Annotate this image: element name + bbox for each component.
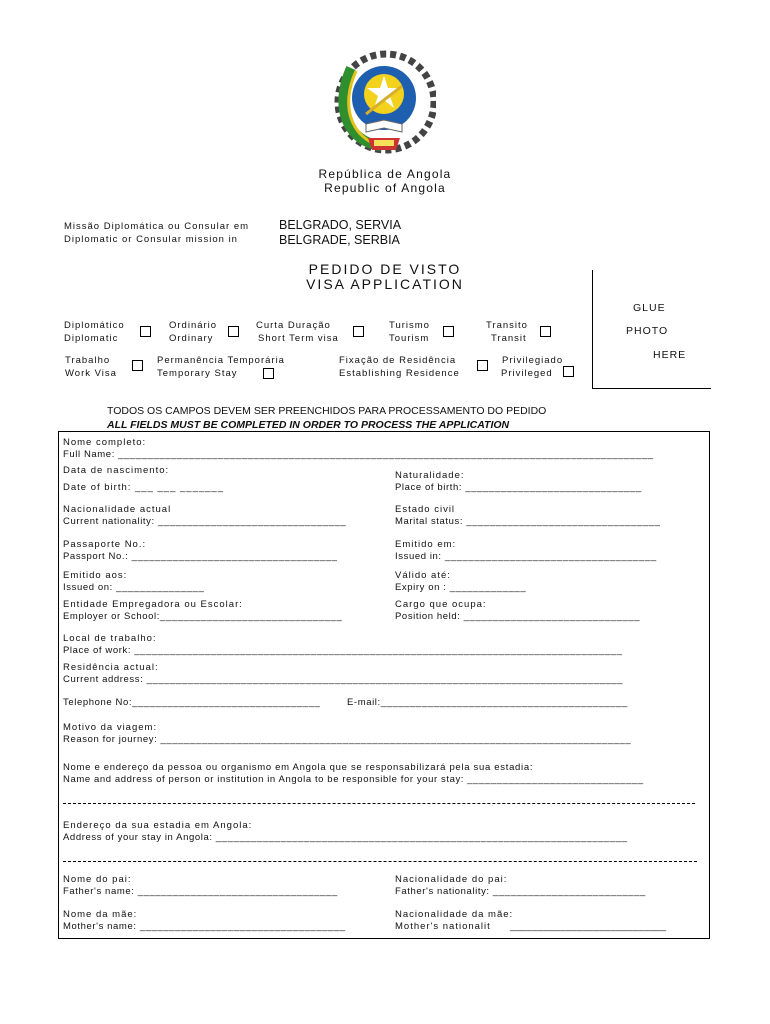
country-name-pt: República de Angola — [318, 167, 452, 181]
mother-nationality-field[interactable]: ____________________________ — [510, 921, 667, 932]
mission-label-pt: Missão Diplomática ou Consular em — [64, 221, 250, 232]
full-name-label-pt: Nome completo: — [63, 437, 147, 448]
photo-box-line2: PHOTO — [626, 325, 669, 337]
father-nationality-label-pt: Nacionalidade do pai: — [395, 874, 508, 885]
marital-label-pt: Estado civil — [395, 504, 456, 515]
visa-diplomatic-checkbox[interactable] — [140, 326, 151, 337]
position-label-pt: Cargo que ocupa: — [395, 599, 487, 610]
visa-work-label-en: Work Visa — [65, 368, 117, 379]
mission-city-1: BELGRADO, SERVIA — [279, 218, 402, 232]
father-nationality-field[interactable]: Father's nationality: __________________________ — [395, 886, 646, 897]
reason-label-pt: Motivo da viagem: — [63, 722, 158, 733]
dob-label-pt: Data de nascimento: — [63, 465, 170, 476]
visa-residence-label-en: Establishing Residence — [339, 368, 460, 379]
mother-nationality-label-pt: Nacionalidade da mãe: — [395, 909, 514, 920]
coat-of-arms-emblem — [326, 46, 436, 158]
residence-label-pt: Residência actual: — [63, 662, 159, 673]
visa-temporary-stay-label-pt: Permanência Temporária — [157, 355, 285, 366]
issued-in-field[interactable]: Issued in: ____________________________________ — [395, 551, 657, 562]
responsible-extra-line[interactable] — [63, 803, 695, 804]
visa-tourism-label-pt: Turismo — [389, 320, 430, 331]
marital-field[interactable]: Marital status: _________________________________ — [395, 516, 661, 527]
mission-label-en: Diplomatic or Consular mission in — [64, 234, 238, 245]
employer-field[interactable]: Employer or School:_______________________________ — [63, 611, 343, 622]
form-title-en: VISA APPLICATION — [306, 276, 464, 292]
visa-transit-label-en: Transit — [491, 333, 527, 344]
visa-ordinary-checkbox[interactable] — [228, 326, 239, 337]
photo-box-line3: HERE — [653, 349, 687, 361]
position-field[interactable]: Position held: ______________________________ — [395, 611, 641, 622]
notice-en: ALL FIELDS MUST BE COMPLETED IN ORDER TO PROCESS THE APPLICATION — [107, 419, 510, 431]
mother-label-pt: Nome da mãe: — [63, 909, 138, 920]
stay-address-label-pt: Endereço da sua estadia em Angola: — [63, 820, 253, 831]
passport-field[interactable]: Passport No.: ___________________________________ — [63, 551, 338, 562]
notice-pt: TODOS OS CAMPOS DEVEM SER PREENCHIDOS PARA PROCESSAMENTO DO PEDIDO — [107, 405, 547, 417]
visa-temporary-stay-label-en: Temporary Stay — [157, 368, 238, 379]
visa-transit-checkbox[interactable] — [540, 326, 551, 337]
visa-transit-label-pt: Transito — [486, 320, 528, 331]
nationality-field[interactable]: Current nationality: ________________________________ — [63, 516, 347, 527]
father-field[interactable]: Father's name: __________________________________ — [63, 886, 338, 897]
valid-until-field[interactable]: Expiry on : _____________ — [395, 582, 527, 593]
passport-label-pt: Passaporte No.: — [63, 539, 147, 550]
issued-on-field[interactable]: Issued on: _______________ — [63, 582, 205, 593]
nationality-label-pt: Nacionalidade actual — [63, 504, 172, 515]
responsible-label-pt: Nome e endereço da pessoa ou organismo em Angola que se responsabilizará pela sua estadia: — [63, 762, 534, 773]
country-name-en: Republic of Angola — [324, 181, 446, 195]
valid-until-label-pt: Válido até: — [395, 570, 451, 581]
issued-in-label-pt: Emitido em: — [395, 539, 457, 550]
workplace-label-pt: Local de trabalho: — [63, 633, 157, 644]
visa-diplomatic-label-en: Diplomatic — [64, 333, 119, 344]
visa-work-checkbox[interactable] — [132, 360, 143, 371]
stay-address-field[interactable]: Address of your stay in Angola: ______________________________________________________________________ — [63, 832, 628, 843]
visa-diplomatic-label-pt: Diplomático — [64, 320, 125, 331]
mother-field[interactable]: Mother's name: ___________________________________ — [63, 921, 346, 932]
stay-address-extra-line[interactable] — [63, 861, 697, 862]
residence-field[interactable]: Current address: _________________________________________________________________________________ — [63, 674, 624, 685]
email-field[interactable]: E-mail:__________________________________________ — [347, 697, 628, 708]
responsible-field[interactable]: Name and address of person or institution in Angola to be responsible for your stay: ______________________________ — [63, 774, 644, 785]
photo-box-line1: GLUE — [633, 302, 666, 314]
reason-field[interactable]: Reason for journey: ________________________________________________________________________________ — [63, 734, 632, 745]
visa-temporary-stay-checkbox[interactable] — [263, 368, 274, 379]
visa-privileged-label-en: Privileged — [501, 368, 553, 379]
visa-short-term-label-en: Short Term visa — [258, 333, 339, 344]
visa-privileged-checkbox[interactable] — [563, 366, 574, 377]
visa-privileged-label-pt: Privilegiado — [502, 355, 564, 366]
pob-field[interactable]: Place of birth: ______________________________ — [395, 482, 642, 493]
visa-ordinary-label-en: Ordinary — [169, 333, 214, 344]
issued-on-label-pt: Emitido aos: — [63, 570, 128, 581]
mission-city-2: BELGRADE, SERBIA — [279, 233, 400, 247]
mother-nationality-label-en: Mother's nationalit — [395, 921, 491, 932]
form-title-pt: PEDIDO DE VISTO — [308, 261, 462, 277]
visa-residence-checkbox[interactable] — [477, 360, 488, 371]
workplace-field[interactable]: Place of work: ___________________________________________________________________________________ — [63, 645, 623, 656]
visa-short-term-checkbox[interactable] — [353, 326, 364, 337]
photo-box — [592, 270, 711, 389]
visa-residence-label-pt: Fixação de Residência — [339, 355, 457, 366]
father-label-pt: Nome do pai: — [63, 874, 132, 885]
telephone-field[interactable]: Telephone No:________________________________ — [63, 697, 321, 708]
pob-label-pt: Naturalidade: — [395, 470, 465, 481]
employer-label-pt: Entidade Empregadora ou Escolar: — [63, 599, 243, 610]
full-name-field[interactable]: Full Name: ___________________________________________________________________________________________ — [63, 449, 654, 460]
visa-ordinary-label-pt: Ordinário — [169, 320, 218, 331]
visa-work-label-pt: Trabalho — [65, 355, 111, 366]
visa-short-term-label-pt: Curta Duração — [256, 320, 331, 331]
dob-field[interactable]: Date of birth: ___ ___ _______ — [63, 482, 224, 493]
visa-tourism-label-en: Tourism — [389, 333, 430, 344]
visa-tourism-checkbox[interactable] — [443, 326, 454, 337]
